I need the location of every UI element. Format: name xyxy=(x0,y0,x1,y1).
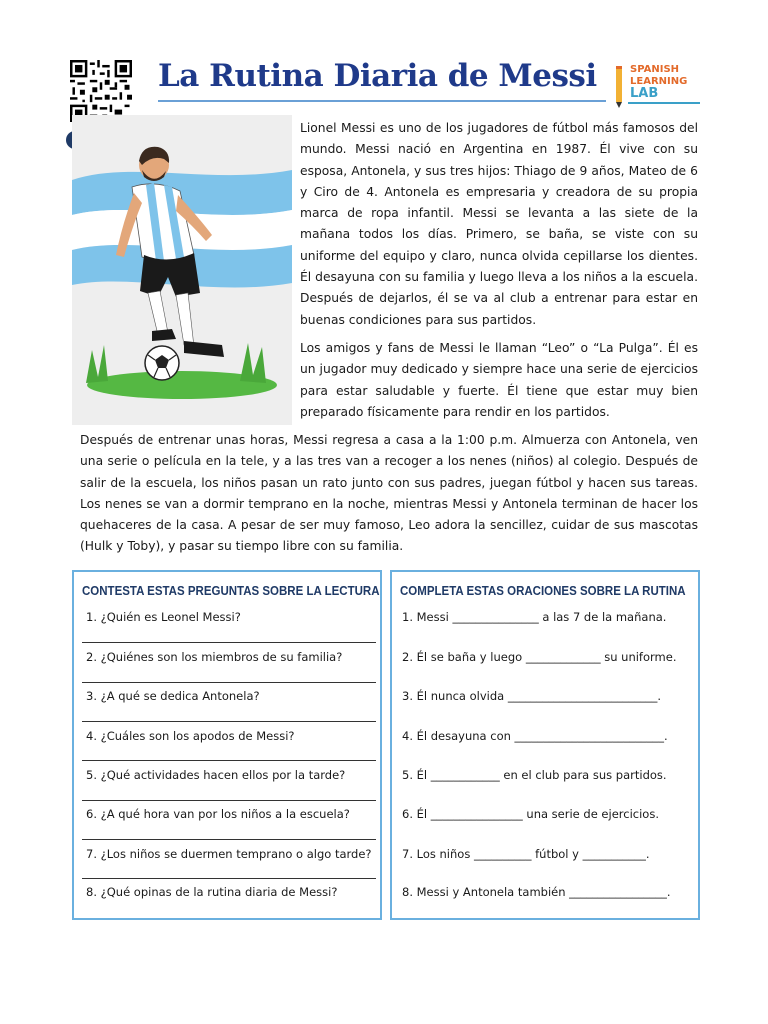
sentence-item[interactable]: 4. Él desayuna con __________________________. xyxy=(402,729,668,743)
question-item: 3. ¿A qué se dedica Antonela? xyxy=(86,689,260,703)
reading-paragraph-2: Los amigos y fans de Messi le llaman “Leo” o “La Pulga”. Él es un jugador muy dedicado y siempre hace una serie de ejercicios para estar saludable y fuerte. Él tiene que estar muy bien preparado físicamente para rendir en los partidos. xyxy=(300,341,698,419)
sentence-item[interactable]: 8. Messi y Antonela también _________________. xyxy=(402,885,671,899)
logo-line-1: SPANISH xyxy=(630,64,680,75)
reading-paragraph-1: Lionel Messi es uno de los jugadores de fútbol más famosos del mundo. Messi nació en Argentina en 1987. Él vive con su esposa, Antonela, y sus tres hijos: Thiago de 9 años, Mateo de 6 y Ciro de 4. Antonela es empresaria y creadora de su propia marca de ropa infantil. Messi se levanta a las siete de la mañana todos los días. Primero, se baña, se viste con su uniforme del equipo y claro, nunca olvida cepillarse los dientes. Él desayuna con su familia y luego lleva a los niños a la escuela. Después de dejarlos, él se va al club a entrenar para estar en buenas condiciones para sus partidos. xyxy=(300,121,698,327)
question-item: 6. ¿A qué hora van por los niños a la escuela? xyxy=(86,807,350,821)
answer-line[interactable] xyxy=(82,682,376,683)
question-item: 4. ¿Cuáles son los apodos de Messi? xyxy=(86,729,295,743)
logo-line-2: LEARNING xyxy=(630,76,688,87)
logo-line-3: LAB xyxy=(630,86,659,101)
sentence-item[interactable]: 3. Él nunca olvida __________________________. xyxy=(402,689,662,703)
question-item: 1. ¿Quién es Leonel Messi? xyxy=(86,610,241,624)
question-item: 2. ¿Quiénes son los miembros de su familia? xyxy=(86,650,343,664)
sentence-item[interactable]: 7. Los niños __________ fútbol y ___________. xyxy=(402,847,650,861)
sentences-title: COMPLETA ESTAS ORACIONES SOBRE LA RUTINA xyxy=(400,584,686,598)
title-underline xyxy=(158,100,606,102)
question-item: 5. ¿Qué actividades hacen ellos por la tarde? xyxy=(86,768,346,782)
answer-line[interactable] xyxy=(82,760,376,761)
reading-paragraph-3: Después de entrenar unas horas, Messi regresa a casa a la 1:00 p.m. Almuerza con Antonela, ven una serie o película en la tele, y a las tres van a recoger a los nenes (niños) al colegio. Después de salir de la escuela, los niños pasan un rato junto con sus padres, juegan fútbol y hacen sus tareas. Los nenes se van a dormir temprano en la noche, mientras Messi y Antonela terminan de hacer los quehaceres de la casa. A pesar de ser muy famoso, Leo adora la sencillez, cuidar de sus mascotas (Hulk y Toby), y pasar su tiempo libre con su familia. xyxy=(80,433,698,554)
messi-illustration xyxy=(72,115,292,425)
sentence-item[interactable]: 5. Él ____________ en el club para sus partidos. xyxy=(402,768,667,782)
answer-line[interactable] xyxy=(82,878,376,879)
questions-title: CONTESTA ESTAS PREGUNTAS SOBRE LA LECTURA xyxy=(82,584,380,598)
answer-line[interactable] xyxy=(82,839,376,840)
sentence-item[interactable]: 6. Él ________________ una serie de ejercicios. xyxy=(402,807,659,821)
questions-box xyxy=(72,570,382,920)
answer-line[interactable] xyxy=(82,800,376,801)
sentences-box xyxy=(390,570,700,920)
sentence-item[interactable]: 2. Él se baña y luego _____________ su uniforme. xyxy=(402,650,677,664)
page-title: La Rutina Diaria de Messi xyxy=(158,58,597,94)
question-item: 7. ¿Los niños se duermen temprano o algo tarde? xyxy=(86,847,372,861)
question-item: 8. ¿Qué opinas de la rutina diaria de Messi? xyxy=(86,885,338,899)
logo-text xyxy=(630,64,687,100)
qr-code xyxy=(70,60,132,122)
sentence-item[interactable]: 1. Messi _______________ a las 7 de la mañana. xyxy=(402,610,667,624)
answer-line[interactable] xyxy=(82,721,376,722)
answer-line[interactable] xyxy=(82,642,376,643)
